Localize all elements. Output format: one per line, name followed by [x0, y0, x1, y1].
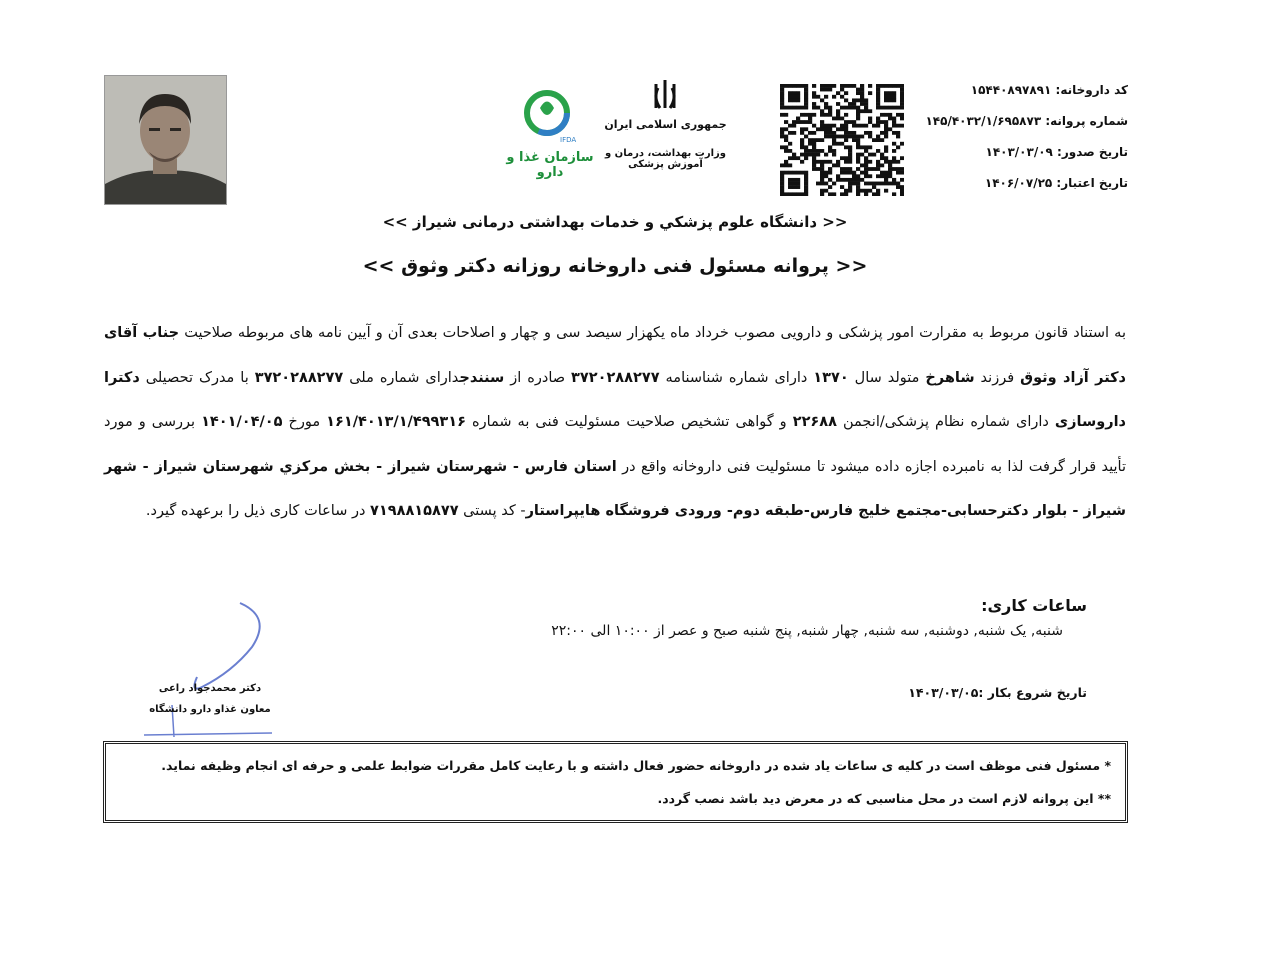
license-body: به استناد قانون مربوط به مقرارت امور پزشکی و دارویی مصوب خرداد ماه یکهزار سیصد سی و چهار و اصلاحات بعدی آن و آیین نامه های مربوطه صلاحیت جناب آقای دکتر آزاد وثوق فرزند شاهرخ متولد سال ۱۳۷۰ دارای شماره شناسنامه ۳۷۲۰۲۸۸۲۷۷ صادره از سنندجدارای شماره ملی ۳۷۲۰۲۸۸۲۷۷ با مدرک تحصیلی دکترا داروسازی دارای شماره نظام پزشکی/انجمن ۲۲۶۸۸ و گواهی تشخیص صلاحیت مسئولیت فنی به شماره ۱۶۱/۴۰۱۳/۱/۴۹۹۳۱۶ مورخ ۱۴۰۱/۰۴/۰۵ بررسی و مورد تأیید قرار گرفت لذا به نامبرده اجازه داده میشود تا مسئولیت فنی داروخانه واقع در استان فارس - شهرستان شیراز - بخش مرکزي شهرستان شیراز - شهر شیراز - بلوار دکترحسابی-مجتمع خلیج فارس-طبقه دوم- ورودی فروشگاه هایپراستار- کد پستی ۷۱۹۸۸۱۵۸۷۷ در ساعات کاری ذیل را برعهده گیرد. — [104, 325, 1126, 519]
pharmacy-code-row: کد داروخانه: ۱۵۴۴۰۸۹۷۸۹۱ — [970, 83, 1128, 97]
start-date: تاریخ شروع بکار :۱۴۰۳/۰۳/۰۵ — [908, 685, 1087, 700]
note-2: ** این پروانه لازم است در محل مناسبی که در معرض دید باشد نصب گردد. — [657, 791, 1111, 806]
pharmacy-code: ۱۵۴۴۰۸۹۷۸۹۱ — [970, 83, 1052, 97]
ministry-line-2: وزارت بهداشت، درمان و آموزش پزشکی — [604, 148, 726, 170]
signature-block — [132, 597, 288, 740]
signatory-name: دکتر محمدجواد راعی — [158, 683, 262, 694]
working-hours-days: شنبه, یک شنبه, دوشنبه, سه شنبه, چهار شنبه, پنج شنبه صبح و عصر از ۱۰:۰۰ الی ۲۲:۰۰ — [551, 623, 1063, 639]
license-info — [888, 80, 1128, 204]
fda-logo — [500, 80, 600, 180]
issue-date: ۱۴۰۳/۰۳/۰۹ — [985, 145, 1053, 159]
note-1: * مسئول فنی موظف است در کلیه ی ساعات یاد شده در داروخانه حضور فعال داشته و با رعایت کامل مقررات ضوابط علمی و حرفه ای انجام وظیفه نماید. — [161, 758, 1111, 773]
signatory-title: معاون غذاو دارو دانشگاه — [149, 704, 271, 715]
license-number: ۱۴۵/۴۰۳۲/۱/۶۹۵۸۷۳ — [925, 114, 1042, 128]
signature-scribble — [132, 597, 288, 740]
fda-name: سازمان غذا و دارو — [506, 150, 594, 180]
fda-abbr: IFDA — [560, 136, 577, 144]
qr-code — [780, 84, 904, 196]
license-number-row: شماره پروانه: ۱۴۵/۴۰۳۲/۱/۶۹۵۸۷۳ — [925, 114, 1128, 128]
holder-photo — [104, 75, 227, 205]
notes-box — [103, 741, 1128, 823]
ministry-line-1: جمهوری اسلامی ایران — [604, 118, 727, 131]
working-hours-title: ساعات کاری: — [981, 596, 1087, 615]
university-title: << دانشگاه علوم پزشكي و خدمات بهداشتی درمانی شیراز >> — [382, 213, 848, 231]
valid-until-row: تاریخ اعتبار: ۱۴۰۶/۰۷/۲۵ — [984, 176, 1128, 190]
ministry-logo — [598, 78, 733, 178]
valid-until: ۱۴۰۶/۰۷/۲۵ — [984, 176, 1053, 190]
license-title: << پروانه مسئول فنی داروخانه روزانه دکتر وثوق >> — [362, 255, 868, 277]
issue-date-row: تاریخ صدور: ۱۴۰۳/۰۳/۰۹ — [985, 145, 1128, 159]
